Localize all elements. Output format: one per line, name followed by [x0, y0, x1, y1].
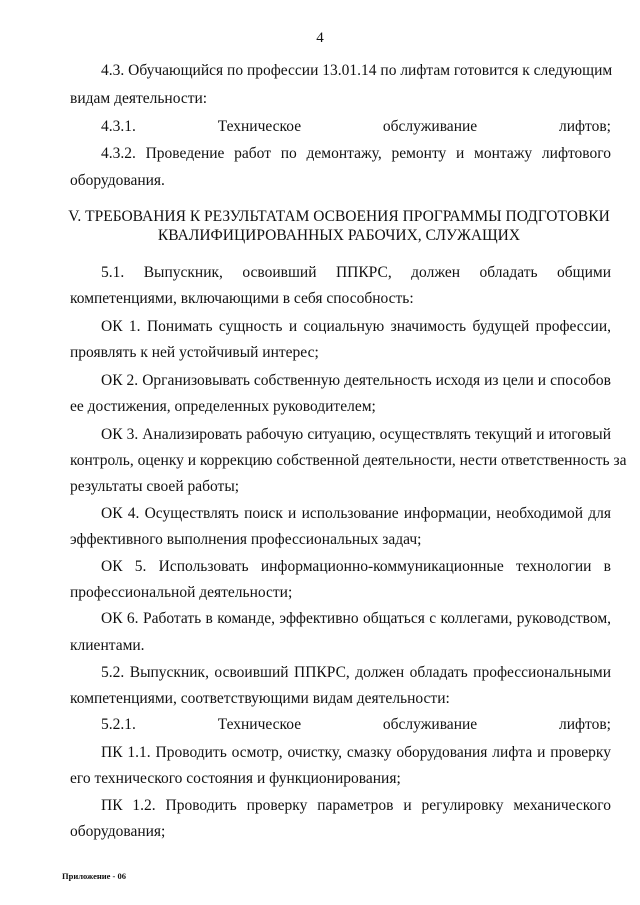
text-line: ПК 1.2. Проводить проверку параметров и регулировку механического [101, 797, 611, 814]
text-line: 4.3. Обучающийся по профессии 13.01.14 по лифтам готовится к следующим [101, 62, 613, 79]
page-number: 4 [316, 30, 324, 46]
text-line: ОК 3. Анализировать рабочую ситуацию, осуществлять текущий и итоговый [101, 426, 611, 443]
text-line: клиентами. [70, 637, 145, 654]
text-line: оборудования; [70, 823, 166, 840]
text-line: ПК 1.1. Проводить осмотр, очистку, смазку оборудования лифта и проверку [101, 744, 611, 761]
text-line: профессиональной деятельности; [70, 584, 293, 601]
text-line: ОК 6. Работать в команде, эффективно общаться с коллегами, руководством, [101, 610, 611, 627]
text-line: ОК 5. Использовать информационно-коммуникационные технологии в [101, 558, 611, 575]
text-line: 5.2. Выпускник, освоивший ППКРС, должен обладать профессиональными [101, 664, 611, 681]
text-line: ОК 4. Осуществлять поиск и использование информации, необходимой для [101, 505, 611, 522]
text-line: 5.1. Выпускник, освоивший ППКРС, должен обладать общими [101, 264, 611, 281]
text-line: эффективного выполнения профессиональных задач; [70, 531, 422, 548]
text-line: результаты своей работы; [70, 478, 240, 495]
text-line: компетенциями, включающими в себя способность: [70, 290, 414, 307]
section-heading-line-2: КВАЛИФИЦИРОВАННЫХ РАБОЧИХ, СЛУЖАЩИХ [157, 227, 521, 244]
text-line: ее достижения, определенных руководителем; [70, 398, 376, 415]
section-heading-line-1: V. ТРЕБОВАНИЯ К РЕЗУЛЬТАТАМ ОСВОЕНИЯ ПРОГРАММЫ ПОДГОТОВКИ [68, 208, 610, 225]
text-line: контроль, оценку и коррекцию собственной деятельности, нести ответственность за [70, 452, 627, 469]
text-line: ОК 1. Понимать сущность и социальную значимость будущей профессии, [101, 318, 611, 335]
text-line: оборудования. [70, 172, 165, 189]
text-line: компетенциями, соответствующими видам деятельности: [70, 690, 450, 707]
text-line: его технического состояния и функционирования; [70, 770, 401, 787]
text-line: 4.3.1. Техническое обслуживание лифтов; [101, 118, 611, 135]
text-line: 5.2.1. Техническое обслуживание лифтов; [101, 716, 611, 733]
footer-appendix-label: Приложение - 06 [62, 871, 127, 881]
text-line: видам деятельности: [70, 90, 208, 107]
text-line: проявлять к ней устойчивый интерес; [70, 344, 319, 361]
text-line: 4.3.2. Проведение работ по демонтажу, ремонту и монтажу лифтового [101, 145, 611, 162]
text-line: ОК 2. Организовывать собственную деятельность исходя из цели и способов [101, 372, 611, 389]
